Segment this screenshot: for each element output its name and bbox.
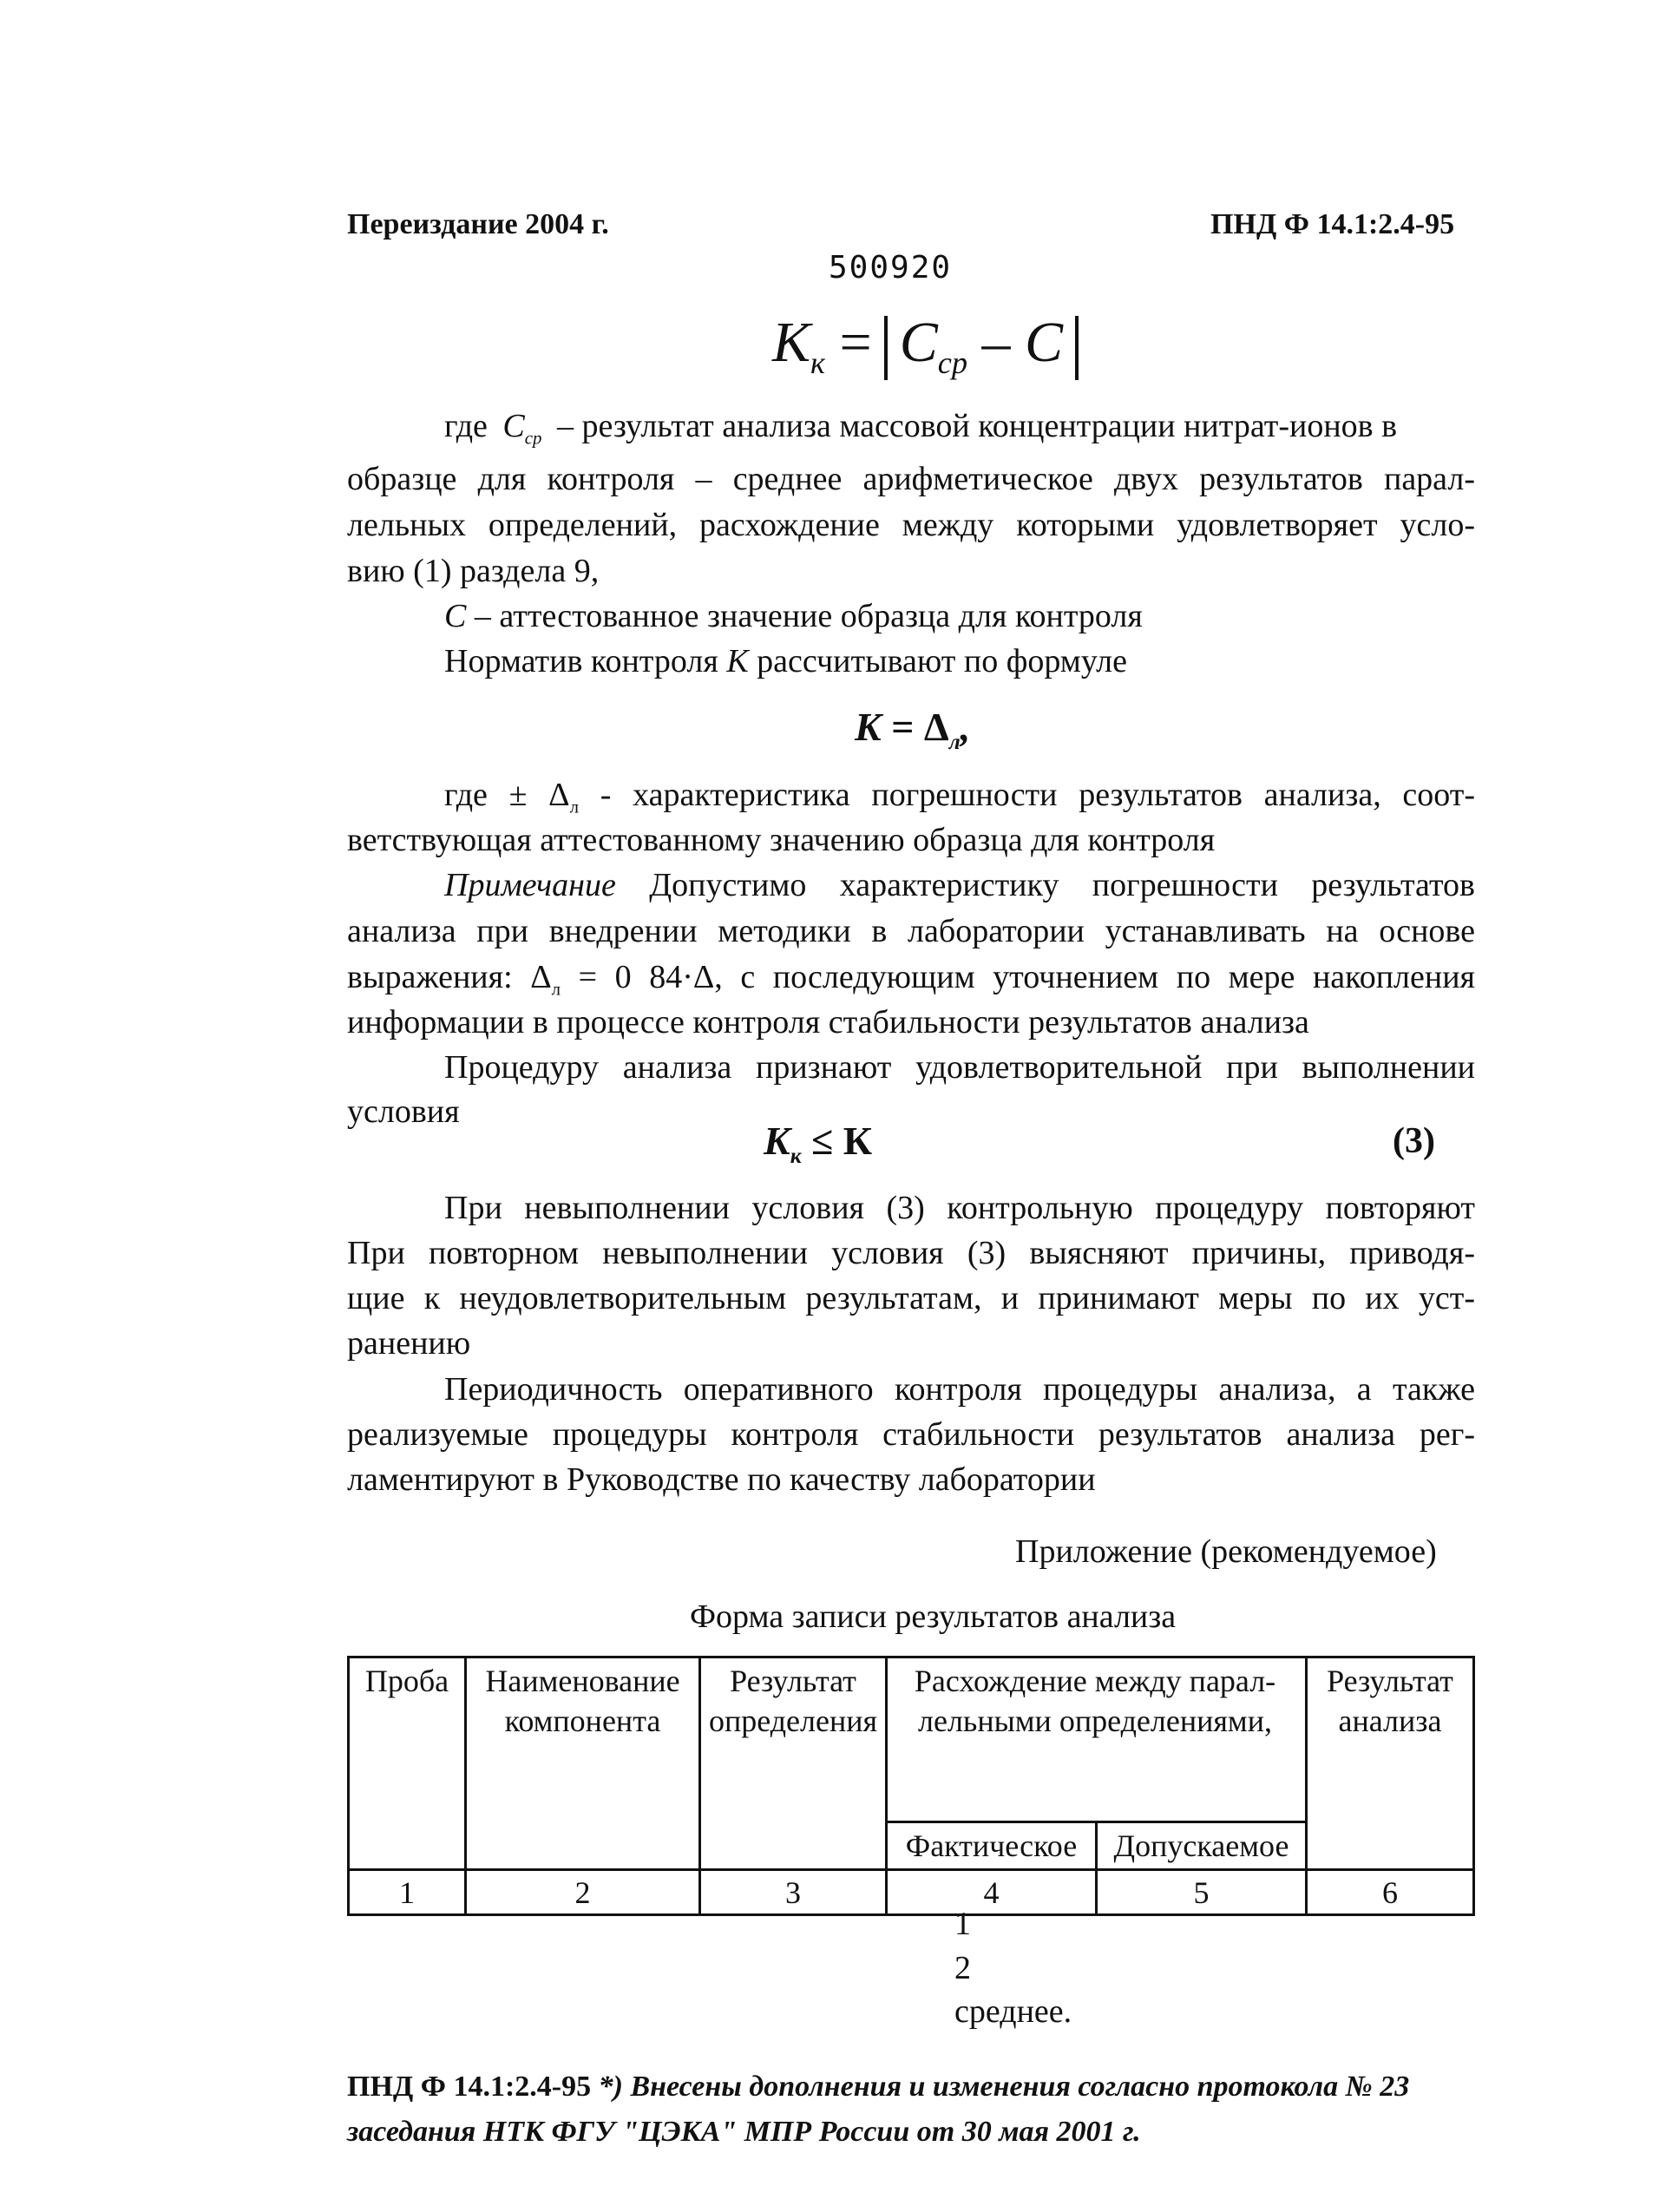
para6-line1: При невыполнении условия (3) контрольную процедуру повторяют: [444, 1190, 1475, 1226]
para2: [444, 594, 1143, 638]
para4-rest: - характеристика погрешности результатов анализа, соот-: [600, 777, 1476, 813]
table-num-4: 4: [983, 1875, 1000, 1910]
note-l3sub: л: [551, 978, 561, 1000]
note-l1: Допустимо характеристику погрешности результатов: [649, 867, 1475, 903]
below-table-1: 1: [954, 1906, 971, 1942]
formula-kk-lhs: K: [772, 311, 811, 374]
document-code: 500920: [829, 250, 953, 286]
below-table-3: среднее.: [954, 1993, 1072, 2030]
formula-kk-eq: =: [839, 311, 872, 374]
footer-note: *) Внесены дополнения и изменения согласно протокола № 23: [598, 2071, 1410, 2103]
note-line1: [444, 863, 1475, 907]
formula-k-tail: ,: [960, 705, 971, 749]
table-header-probe: Проба: [364, 1664, 449, 1698]
below-table-2: 2: [954, 1950, 971, 1986]
para3-text2: рассчитывают по формуле: [757, 643, 1127, 679]
formula-kk-lhs-sub: к: [810, 345, 826, 381]
para1-sym: C: [502, 408, 525, 444]
abs-bar-right: [1075, 316, 1079, 380]
appendix-title: Форма записи результатов анализа: [690, 1598, 1177, 1635]
para4-sym-sub: л: [569, 796, 580, 817]
note-line2: анализа при внедрении методики в лаборатории устанавливать на основе: [347, 913, 1475, 949]
para2-text: – аттестованное значение образца для контроля: [474, 598, 1143, 634]
table-subheader-allowed: Допускаемое: [1113, 1828, 1289, 1863]
table-header-discrepancy: Расхождение между парал-лельными определениями,: [914, 1664, 1276, 1738]
header-right: ПНД Ф 14.1:2.4-95: [1210, 208, 1455, 240]
para7-line1: Периодичность оперативного контроля процедуры анализа, а также: [444, 1371, 1475, 1408]
para4-sym: ± Δ: [508, 777, 570, 813]
note-l3b: = 0 84·Δ, с последующим уточнением по мере накопления: [578, 959, 1476, 995]
results-table: [347, 1656, 1475, 1916]
formula-k-rhs: = Δ: [891, 705, 949, 749]
formula-number: (3): [1393, 1121, 1435, 1161]
para2-sym: C: [444, 598, 467, 634]
footer-doc-code: ПНД Ф 14.1:2.4-95: [347, 2071, 592, 2103]
table-num-3: 3: [785, 1875, 801, 1910]
table-num-2: 2: [574, 1875, 591, 1910]
para7-line3: ламентируют в Руководстве по качеству лаборатории: [347, 1461, 1096, 1498]
abs-bar-left: [884, 316, 888, 380]
table-header-determination: Результат определения: [708, 1664, 878, 1738]
formula-condition-lhs-sub: к: [790, 1144, 802, 1169]
para1-line1: [444, 404, 1397, 460]
para1-line2: образце для контроля – среднее арифметическое двух результатов парал-: [347, 461, 1475, 497]
table-header-component: Наименование компонента: [485, 1664, 680, 1738]
table-vline-6: [1472, 1656, 1475, 1916]
note-l3a: выражения: Δ: [347, 959, 552, 995]
formula-condition: [764, 1115, 872, 1182]
table-header-result: Результат анализа: [1327, 1664, 1453, 1738]
para1-line4: вию (1) раздела 9,: [347, 553, 600, 589]
formula-condition-op: ≤ К: [811, 1119, 873, 1163]
header-left: Переиздание 2004 г.: [347, 208, 609, 240]
para5-line1: Процедуру анализа признают удовлетворительной при выполнении: [444, 1049, 1475, 1086]
para5-line2: условия: [347, 1093, 460, 1130]
formula-condition-lhs: K: [764, 1119, 790, 1163]
table-num-1: 1: [399, 1875, 415, 1910]
para3-text1: Норматив контроля: [444, 643, 718, 679]
para3: [444, 640, 1127, 683]
para3-sym: K: [726, 643, 749, 679]
para6-line2: При повторном невыполнении условия (3) выясняют причины, приводя-: [347, 1235, 1475, 1271]
formula-k: [855, 701, 970, 768]
para6-line3: щие к неудовлетворительным результатам, и принимают меры по их уст-: [347, 1280, 1475, 1316]
footer-line2: заседания НТК ФГУ "ЦЭКА" МПР России от 30 мая 2001 г.: [347, 2116, 1141, 2148]
formula-kk-c: C: [899, 311, 938, 374]
para6-line4: ранению: [347, 1325, 471, 1362]
para1-rest: – результат анализа массовой концентрации нитрат-ионов в: [556, 408, 1398, 444]
para4-line2: ветствующая аттестованному значению образца для контроля: [347, 822, 1216, 858]
note-label: Примечание: [444, 867, 616, 903]
footer-line1: [347, 2065, 1409, 2109]
para4-lead: где: [444, 777, 488, 813]
para7-line2: реализуемые процедуры контроля стабильности результатов анализа рег-: [347, 1416, 1475, 1453]
formula-kk-minus: –: [981, 311, 1011, 374]
appendix-label: Приложение (рекомендуемое): [1015, 1533, 1437, 1570]
table-subheader-actual: Фактическое: [905, 1828, 1078, 1863]
formula-kk: [772, 308, 1091, 397]
para1-sym-sub: ср: [524, 427, 542, 449]
formula-k-rhs-sub: л: [948, 730, 961, 755]
table-num-6: 6: [1382, 1875, 1398, 1910]
formula-kk-c-sub: ср: [937, 345, 968, 381]
para1-lead: где: [444, 408, 488, 444]
note-line4: информации в процессе контроля стабильности результатов анализа: [347, 1004, 1309, 1040]
formula-k-lhs: K: [855, 705, 882, 749]
table-num-5: 5: [1193, 1875, 1210, 1910]
formula-kk-c2: C: [1025, 311, 1064, 374]
para1-line3: лельных определений, расхождение между которыми удовлетворяет усло-: [347, 507, 1475, 543]
